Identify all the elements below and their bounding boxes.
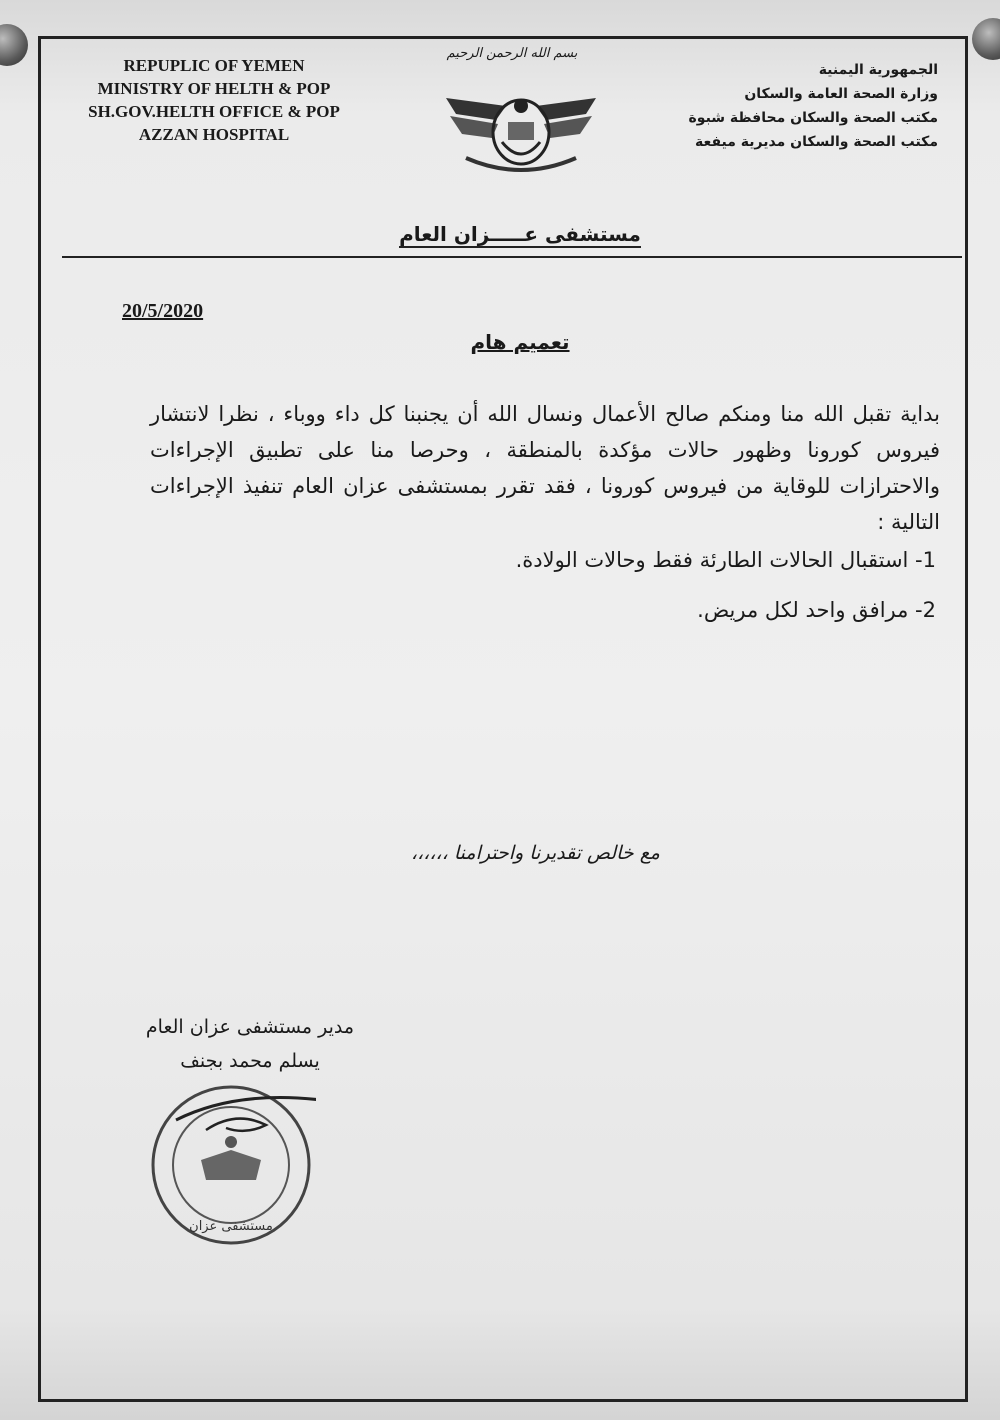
- ar-line-district-office: مكتب الصحة والسكان مديرية ميفعة: [695, 134, 938, 150]
- pin-left-icon: [0, 24, 28, 66]
- closing-line: مع خالص تقديرنا واحترامنا ،،،،،،: [411, 842, 660, 864]
- bismillah: بسم الله الرحمن الرحيم: [446, 46, 578, 61]
- en-line-ministry: MINISTRY OF HELTH & POP: [97, 79, 331, 98]
- hospital-title-text: مستشفى عـــــزان العام: [399, 222, 641, 246]
- measure-item-2: 2- مرافق واحد لكل مريض.: [697, 598, 936, 622]
- ar-line-country: الجمهورية اليمنية: [818, 62, 938, 78]
- stamp-text: مستشفى عزان: [189, 1219, 273, 1234]
- en-line-country: REPUPLIC OF YEMEN: [123, 56, 305, 75]
- arabic-letterhead: [648, 58, 938, 154]
- official-stamp-icon: [146, 1080, 316, 1250]
- ar-line-governorate-office: مكتب الصحة والسكان محافظة شبوة: [688, 110, 938, 126]
- en-line-office: SH.GOV.HELTH OFFICE & POP: [88, 102, 340, 121]
- letter-date: 20/5/2020: [122, 300, 204, 322]
- pin-right-icon: [972, 18, 1000, 60]
- en-line-hospital: AZZAN HOSPITAL: [138, 125, 290, 144]
- ar-line-ministry: وزارة الصحة العامة والسكان: [744, 86, 938, 102]
- signatory-title: مدير مستشفى عزان العام: [145, 1016, 355, 1038]
- yemen-eagle-emblem-icon: [436, 86, 606, 176]
- measure-item-1: 1- استقبال الحالات الطارئة فقط وحالات الولادة.: [515, 548, 936, 572]
- letter-body: بداية تقبل الله منا ومنكم صالح الأعمال ونسال الله أن يجنبنا كل داء ووباء ، نظرا لانتشار فيروس كورونا وظهور حالات مؤكدة بالمنطقة ، وحرصا منا على تطبيق الإجراءات والاحترازات للوقاية من فيروس كورونا ، فقد تقرر بمستشفى عزان العام تنفيذ الإجراءات التالية :: [150, 402, 940, 534]
- signatory-name: يسلم محمد بجنف: [180, 1050, 320, 1072]
- header-divider: [62, 256, 962, 258]
- english-letterhead: [64, 54, 364, 146]
- hospital-title: [390, 222, 650, 246]
- letter-subject: تعميم هام: [470, 330, 570, 354]
